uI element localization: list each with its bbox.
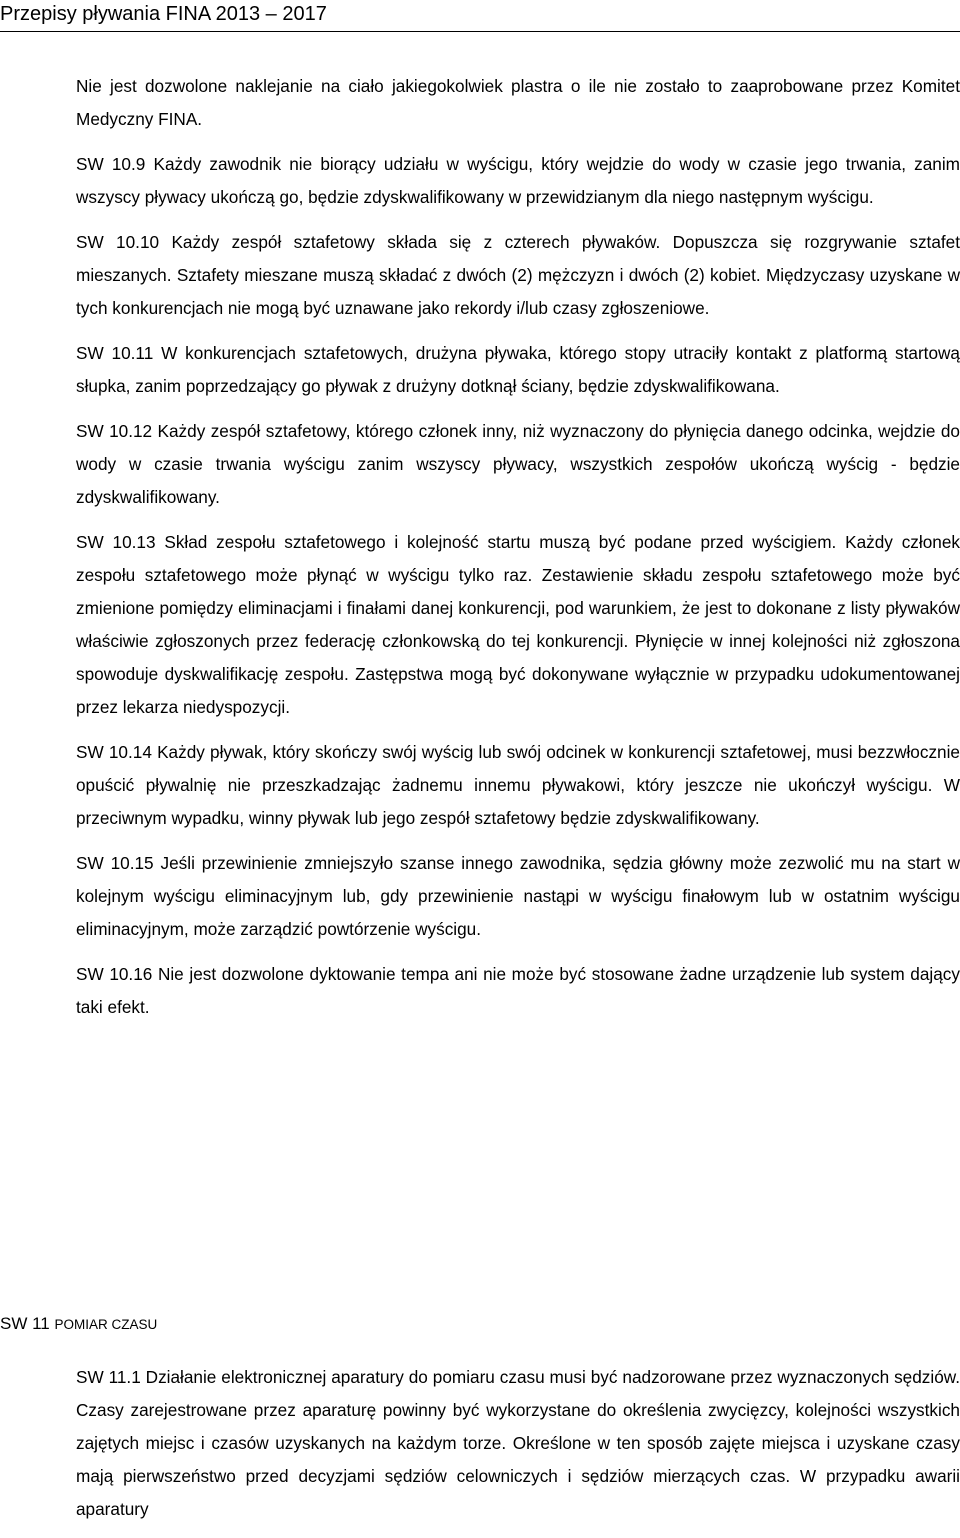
paragraph-text: Jeśli przewinienie zmniejszyło szanse innego zawodnika, sędzia główny może zezwolić mu na start w kolejnym wyścigu eliminacyjnym lub, gdy przewinienie nastąpi w wyścigu finałowym lub w ostatnim wyścigu eliminacyjnym, może zarządzić powtórzenie wyścigu. <box>76 853 960 939</box>
paragraph-sw-10-14 <box>76 736 960 835</box>
paragraph-text: Działanie elektronicznej aparatury do pomiaru czasu musi być nadzorowane przez wyznaczonych sędziów. Czasy zarejestrowane przez aparaturę powinny być wykorzystane do określenia zwycięzcy, kolejności wszystkich zajętych miejsc i czasów uzyskanych na każdym torze. Określone w ten sposób zajęte miejsca i uzyskane czasy mają pierwszeństwo przed decyzjami sędziów celowniczych i sędziów mierzących czas. W przypadku awarii aparatury <box>76 1367 960 1519</box>
section-body <box>76 1361 960 1538</box>
paragraph-ref: SW 10.10 <box>76 232 160 252</box>
paragraph-sw-10-15 <box>76 847 960 946</box>
paragraph-sw-10-16 <box>76 958 960 1024</box>
paragraph-text: Nie jest dozwolone naklejanie na ciało jakiegokolwiek plastra o ile nie zostało to zaaprobowane przez Komitet Medyczny FINA. <box>76 76 960 129</box>
paragraph-text: Każdy zespół sztafetowy, którego członek inny, niż wyznaczony do płynięcia danego odcinka, wejdzie do wody w czasie trwania wyścigu zanim wszyscy pływacy, wszystkich zespołów ukończą wyścig - będzie zdyskwalifikowany. <box>76 421 960 507</box>
paragraph-ref: SW 10.12 <box>76 421 153 441</box>
paragraph-sw-10-13 <box>76 526 960 724</box>
document-title: Przepisy pływania FINA 2013 – 2017 <box>0 3 327 25</box>
paragraph-sw-10-10 <box>76 226 960 325</box>
section-title: POMIAR CZASU <box>54 1317 158 1332</box>
paragraph-text: Każdy zawodnik nie biorący udziału w wyścigu, który wejdzie do wody w czasie jego trwania, zanim wszyscy pływacy ukończą go, będzie zdyskwalifikowany w przewidzianym dla niego następnym wyścigu. <box>76 154 960 207</box>
paragraph-sw-10-12 <box>76 415 960 514</box>
paragraph-ref: SW 11.1 <box>76 1367 141 1387</box>
paragraph-ref: SW 10.14 <box>76 742 152 762</box>
paragraph-sw-10-11 <box>76 337 960 403</box>
page-header <box>0 0 960 28</box>
paragraph-text: Każdy pływak, który skończy swój wyścig lub swój odcinek w konkurencji sztafetowej, musi bezzwłocznie opuścić pływalnię nie przeszkadzając żadnemu innemu pływakowi, który jeszcze nie ukończył wyścigu. W przeciwnym wypadku, winny pływak lub jego zespół sztafetowy będzie zdyskwalifikowany. <box>76 742 960 828</box>
paragraph-plaster <box>76 70 960 136</box>
paragraph-sw-10-9 <box>76 148 960 214</box>
document-body <box>76 70 960 1036</box>
paragraph-ref: SW 10.15 <box>76 853 154 873</box>
paragraph-text: Skład zespołu sztafetowego i kolejność startu muszą być podane przed wyścigiem. Każdy członek zespołu sztafetowego może płynąć w wyścigu tylko raz. Zestawienie składu zespołu sztafetowego może być zmienione pomiędzy eliminacjami i finałami danej konkurencji, pod warunkiem, że jest to dokonane z listy pływaków właściwie zgłoszonych przez federację członkowską do tej konkurencji. Płynięcie w innej kolejności niż zgłoszona spowoduje dyskwalifikację zespołu. Zastępstwa mogą być dokonywane wyłącznie w przypadku udokumentowanej przez lekarza niedyspozycji. <box>76 532 960 717</box>
paragraph-ref: SW 10.16 <box>76 964 153 984</box>
section-number: SW 11 <box>0 1314 50 1333</box>
paragraph-text: Każdy zespół sztafetowy składa się z czterech pływaków. Dopuszcza się rozgrywanie sztafet mieszanych. Sztafety mieszane muszą składać z dwóch (2) mężczyzn i dwóch (2) kobiet. Międzyczasy uzyskane w tych konkurencjach nie mogą być uznawane jako rekordy i/lub czasy zgłoszeniowe. <box>76 232 960 318</box>
paragraph-text: Nie jest dozwolone dyktowanie tempa ani nie może być stosowane żadne urządzenie lub system dający taki efekt. <box>76 964 960 1017</box>
paragraph-text: W konkurencjach sztafetowych, drużyna pływaka, którego stopy utraciły kontakt z platformą startową słupka, zanim poprzedzający go pływak z drużyny dotknął ściany, będzie zdyskwalifikowana. <box>76 343 960 396</box>
paragraph-ref: SW 10.9 <box>76 154 146 174</box>
header-divider <box>0 31 960 32</box>
paragraph-ref: SW 10.11 <box>76 343 154 363</box>
paragraph-ref: SW 10.13 <box>76 532 156 552</box>
section-heading <box>0 1312 157 1337</box>
paragraph-sw-11-1 <box>76 1361 960 1526</box>
